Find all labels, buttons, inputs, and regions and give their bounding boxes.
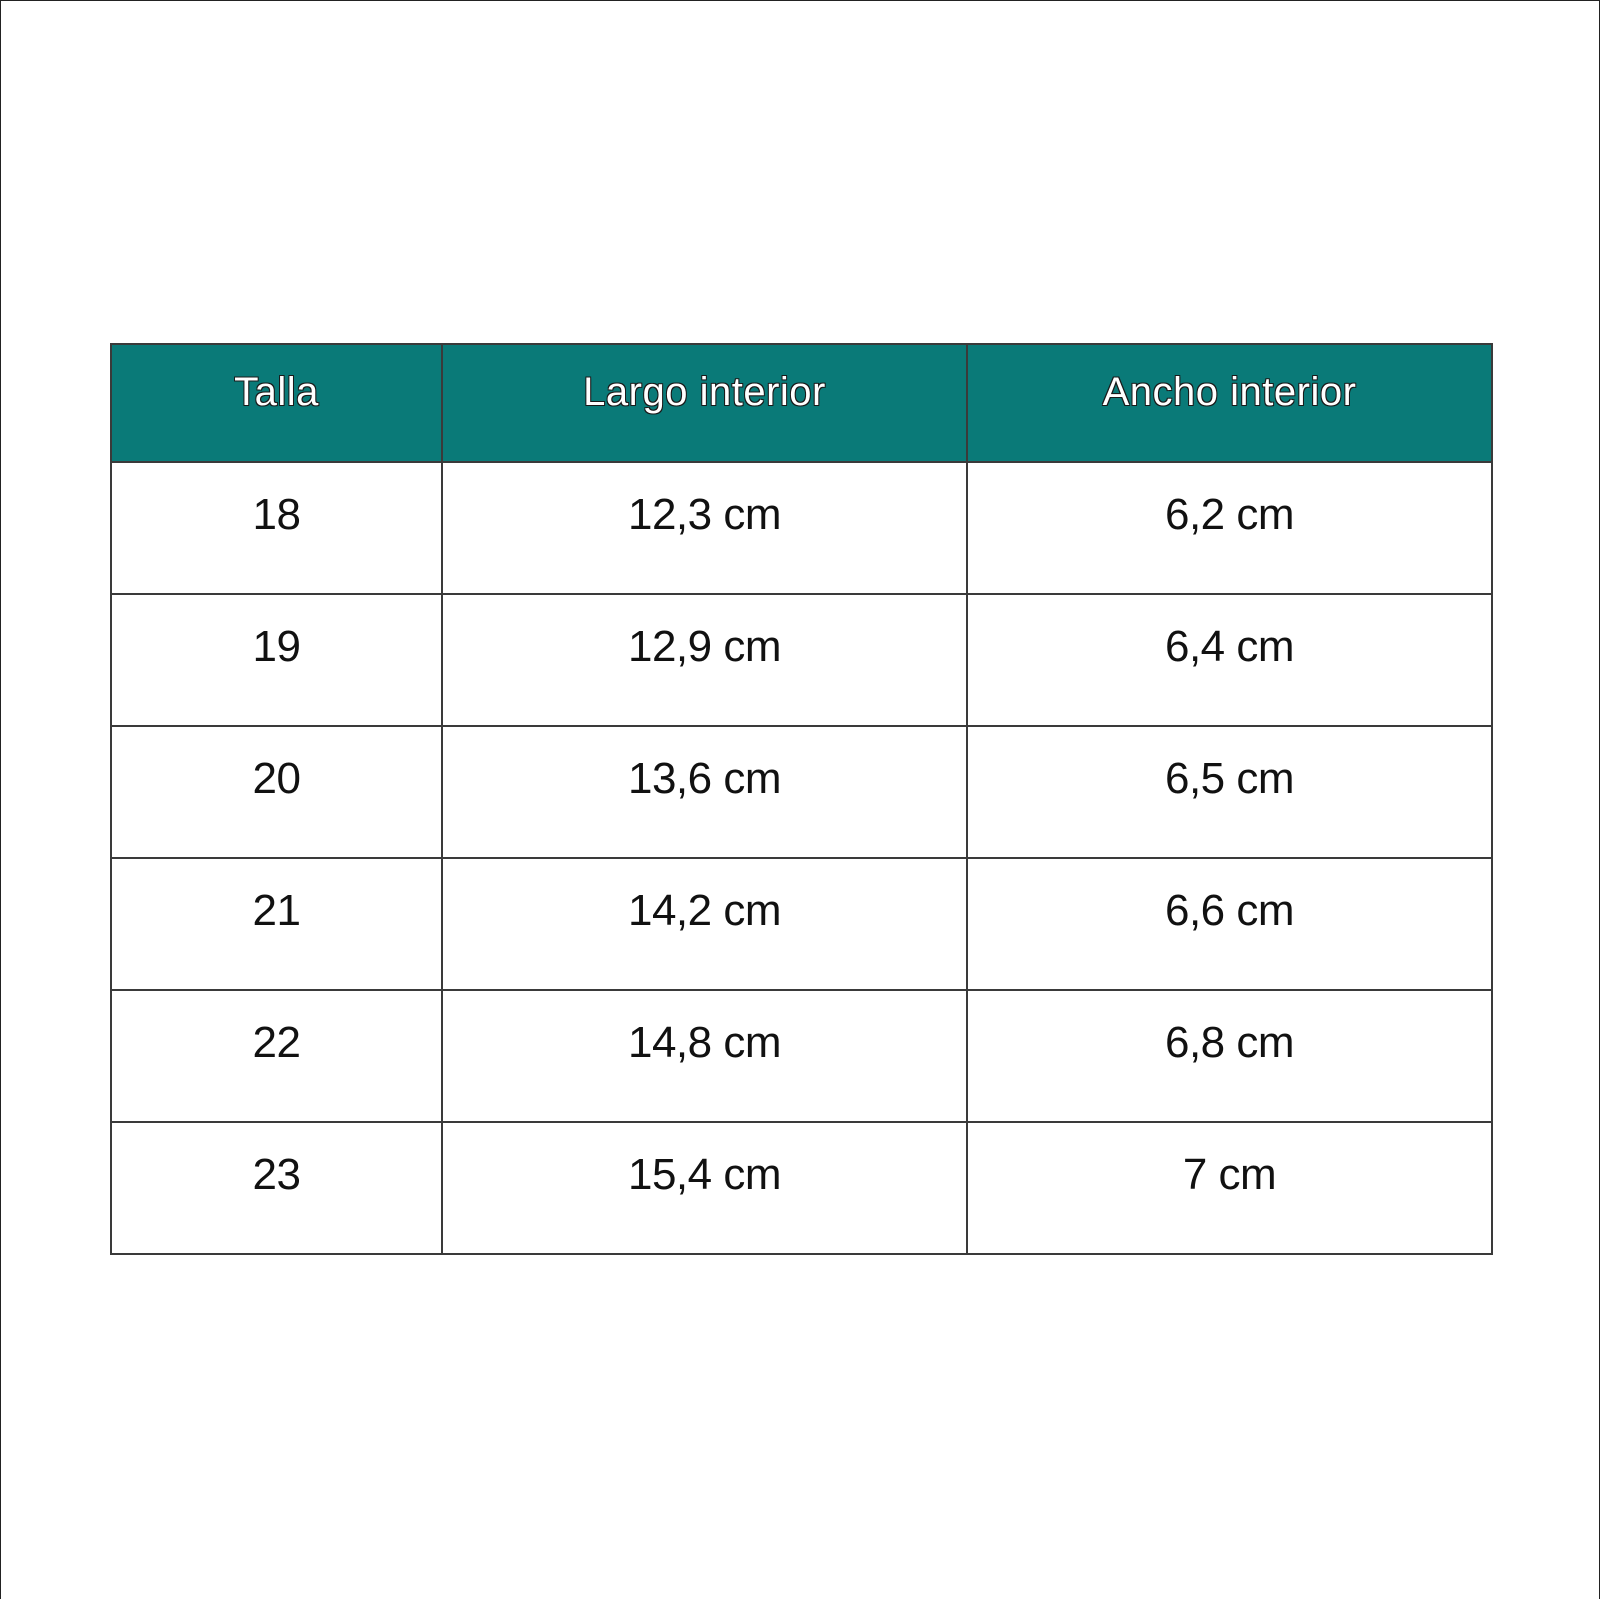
cell-talla: 19 bbox=[111, 594, 442, 726]
table-row bbox=[111, 1122, 1492, 1254]
size-chart-table bbox=[110, 343, 1493, 1255]
cell-largo: 13,6 cm bbox=[442, 726, 967, 858]
header-largo-interior: Largo interior bbox=[442, 344, 967, 462]
cell-talla: 21 bbox=[111, 858, 442, 990]
table-row bbox=[111, 726, 1492, 858]
cell-largo: 14,8 cm bbox=[442, 990, 967, 1122]
header-row bbox=[111, 344, 1492, 462]
cell-largo: 12,3 cm bbox=[442, 462, 967, 594]
cell-ancho: 7 cm bbox=[967, 1122, 1492, 1254]
cell-talla: 23 bbox=[111, 1122, 442, 1254]
cell-largo: 14,2 cm bbox=[442, 858, 967, 990]
table-row bbox=[111, 594, 1492, 726]
cell-largo: 15,4 cm bbox=[442, 1122, 967, 1254]
table-row bbox=[111, 990, 1492, 1122]
cell-ancho: 6,8 cm bbox=[967, 990, 1492, 1122]
cell-talla: 18 bbox=[111, 462, 442, 594]
cell-talla: 22 bbox=[111, 990, 442, 1122]
cell-ancho: 6,6 cm bbox=[967, 858, 1492, 990]
header-ancho-interior: Ancho interior bbox=[967, 344, 1492, 462]
header-talla: Talla bbox=[111, 344, 442, 462]
cell-ancho: 6,5 cm bbox=[967, 726, 1492, 858]
table-row bbox=[111, 858, 1492, 990]
cell-largo: 12,9 cm bbox=[442, 594, 967, 726]
cell-ancho: 6,2 cm bbox=[967, 462, 1492, 594]
table-body bbox=[111, 462, 1492, 1254]
cell-ancho: 6,4 cm bbox=[967, 594, 1492, 726]
table-row bbox=[111, 462, 1492, 594]
table-header bbox=[111, 344, 1492, 462]
cell-talla: 20 bbox=[111, 726, 442, 858]
